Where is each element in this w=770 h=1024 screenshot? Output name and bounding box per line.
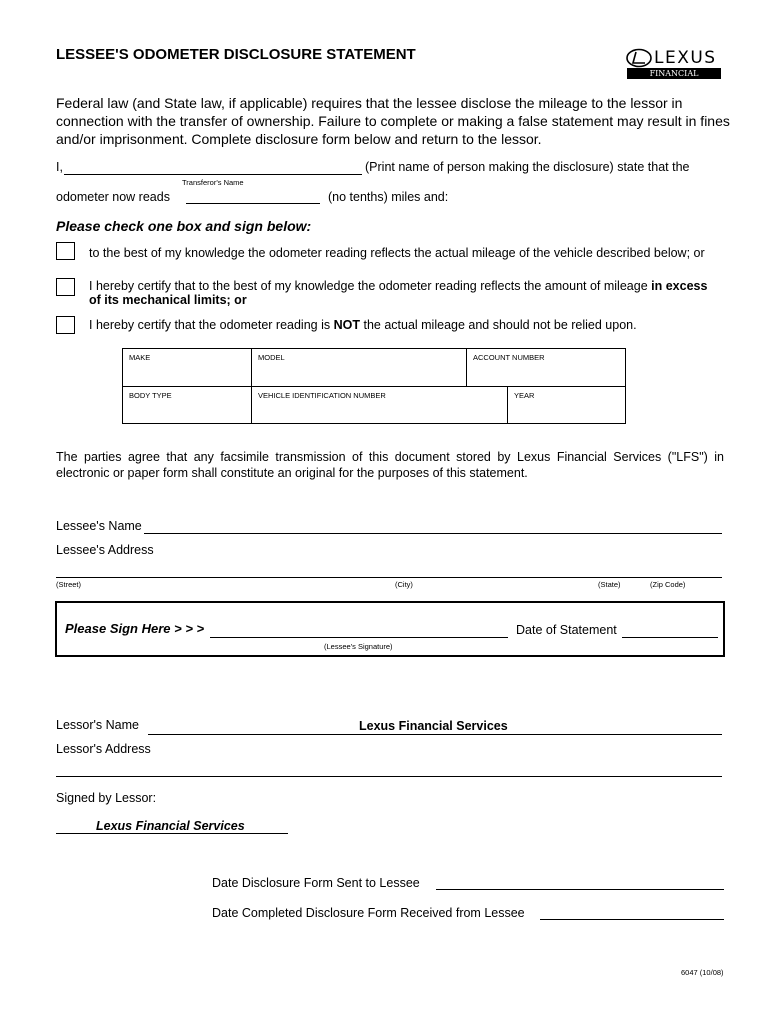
signed-by-lessor-value: Lexus Financial Services	[96, 819, 245, 833]
signature-caption: (Lessee's Signature)	[324, 642, 393, 651]
date-of-statement-field[interactable]	[622, 637, 718, 638]
form-number: 6047 (10/08)	[681, 968, 724, 977]
lessee-address-field[interactable]	[56, 577, 722, 578]
vin-label: VEHICLE IDENTIFICATION NUMBER	[258, 391, 386, 400]
transferor-name-field[interactable]	[64, 174, 362, 175]
make-cell[interactable]	[122, 348, 252, 387]
lessor-name-value: Lexus Financial Services	[359, 719, 508, 733]
lessee-signature-field[interactable]	[210, 637, 508, 638]
state-caption: (State)	[598, 580, 621, 589]
option-excess-mileage-text	[89, 279, 729, 307]
lessor-address-label: Lessor's Address	[56, 742, 151, 756]
please-sign-label: Please Sign Here > > >	[65, 621, 205, 636]
lessor-signature-field[interactable]	[56, 833, 288, 834]
make-label: MAKE	[129, 353, 151, 362]
year-label: YEAR	[514, 391, 535, 400]
vehicle-info-table	[122, 348, 626, 424]
option-excess-part-2: in excess	[651, 279, 708, 293]
vin-cell[interactable]	[251, 386, 508, 424]
intro-line-3: and/or imprisonment. Complete disclosure form below and return to the lessor.	[56, 131, 542, 147]
lexus-logo	[626, 48, 722, 89]
logo-subtitle: FINANCIAL SERVICES	[627, 68, 721, 79]
logo-wordmark: LEXUS	[654, 48, 717, 68]
lessor-address-field[interactable]	[56, 776, 722, 777]
option-not-actual-part-2: NOT	[333, 318, 360, 332]
model-label: MODEL	[258, 353, 285, 362]
actual-mileage-checkbox[interactable]	[56, 242, 75, 260]
lexus-emblem-icon	[626, 48, 652, 68]
odometer-label: odometer now reads	[56, 190, 170, 204]
i-label: I,	[56, 160, 63, 174]
page-title: LESSEE'S ODOMETER DISCLOSURE STATEMENT	[56, 46, 416, 63]
odometer-reading-field[interactable]	[186, 203, 320, 204]
zip-caption: (Zip Code)	[650, 580, 686, 589]
facsimile-line-1: The parties agree that any facsimile transmission of this document stored by Lexus Financial Services ("LFS") in	[56, 450, 724, 464]
intro-line-1: Federal law (and State law, if applicable) requires that the lessee disclose the mileage to the lessor in	[56, 95, 683, 111]
facsimile-line-2: electronic or paper form shall constitute an original for the purposes of this statement.	[56, 466, 528, 480]
year-cell[interactable]	[507, 386, 626, 424]
date-sent-label: Date Disclosure Form Sent to Lessee	[212, 876, 420, 890]
option-actual-mileage-text: to the best of my knowledge the odometer reading reflects the actual mileage of the vehicle described below; or	[89, 246, 705, 260]
check-heading: Please check one box and sign below:	[56, 218, 312, 234]
not-actual-mileage-checkbox[interactable]	[56, 316, 75, 334]
print-name-text: (Print name of person making the disclosure) state that the	[365, 160, 690, 174]
date-received-field[interactable]	[540, 919, 724, 920]
model-cell[interactable]	[251, 348, 467, 387]
account-number-label: ACCOUNT NUMBER	[473, 353, 545, 362]
option-not-actual-text	[89, 318, 637, 332]
city-caption: (City)	[395, 580, 413, 589]
option-excess-part-3: of its mechanical limits; or	[89, 293, 247, 307]
option-not-actual-part-3: the actual mileage and should not be relied upon.	[363, 318, 637, 332]
miles-text: (no tenths) miles and:	[328, 190, 449, 204]
option-not-actual-part-1: I hereby certify that the odometer reading is	[89, 318, 331, 332]
street-caption: (Street)	[56, 580, 82, 589]
date-sent-field[interactable]	[436, 889, 724, 890]
lessee-name-field[interactable]	[144, 533, 722, 534]
body-type-cell[interactable]	[122, 386, 252, 424]
option-excess-part-1: I hereby certify that to the best of my knowledge the odometer reading reflects the amount of mileage	[89, 279, 648, 293]
excess-mileage-checkbox[interactable]	[56, 278, 75, 296]
lessee-address-label: Lessee's Address	[56, 543, 154, 557]
transferor-caption: Transferor's Name	[182, 178, 244, 187]
date-of-statement-label: Date of Statement	[516, 623, 617, 637]
body-type-label: BODY TYPE	[129, 391, 172, 400]
intro-line-2: connection with the transfer of ownership. Failure to complete or making a false statement may result in fines	[56, 113, 730, 129]
lessor-name-field[interactable]	[148, 734, 722, 735]
signed-by-lessor-label: Signed by Lessor:	[56, 791, 157, 805]
lessor-name-label: Lessor's Name	[56, 718, 139, 732]
date-received-label: Date Completed Disclosure Form Received from Lessee	[212, 906, 525, 920]
lessee-name-label: Lessee's Name	[56, 519, 142, 533]
account-number-cell[interactable]	[466, 348, 626, 387]
